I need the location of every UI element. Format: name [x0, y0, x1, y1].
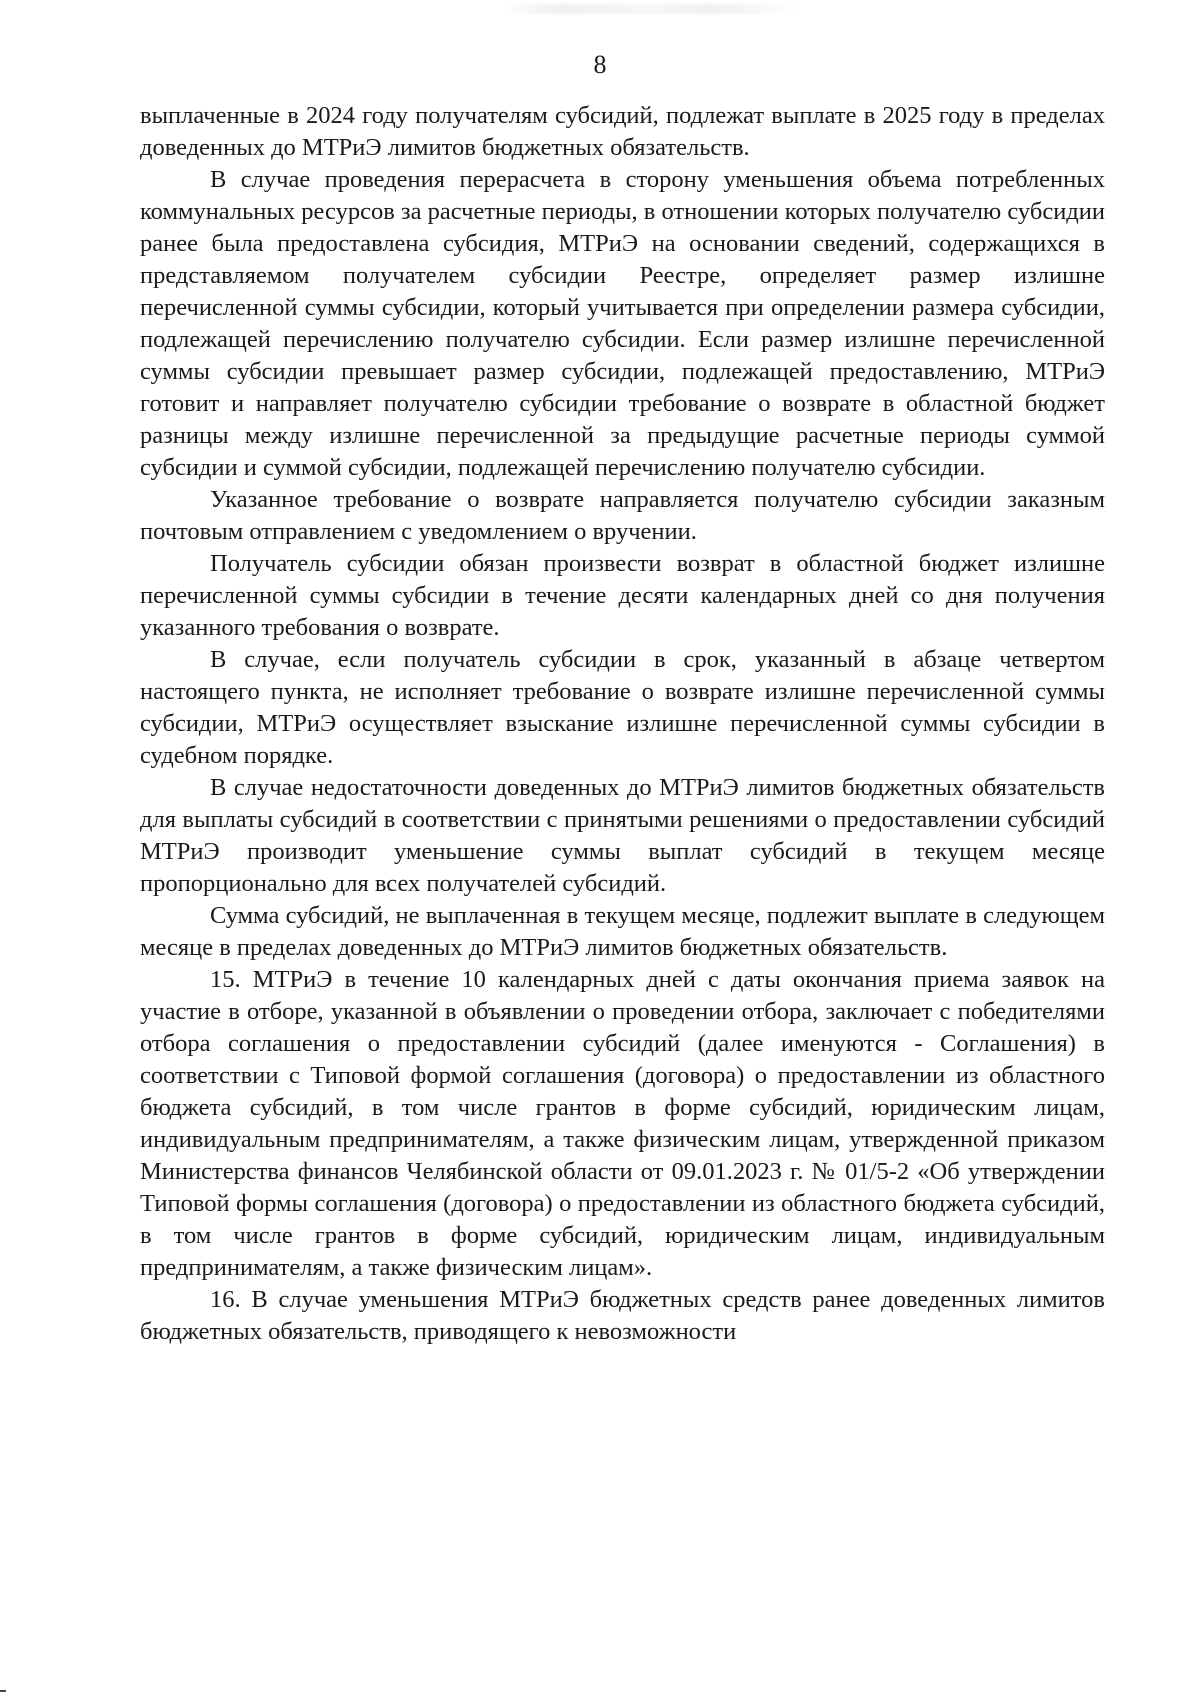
- paragraph: Указанное требование о возврате направляется получателю субсидии заказным почтовым отправлением с уведомлением о вручении.: [140, 486, 1105, 545]
- paragraph: В случае, если получатель субсидии в срок, указанный в абзаце четвертом настоящего пункта, не исполняет требование о возврате излишне перечисленной суммы субсидии, МТРиЭ осуществляет взыскание излишне перечисленной суммы субсидии в судебном порядке.: [140, 646, 1105, 769]
- scan-edge-mark: [0, 1690, 6, 1692]
- scan-artifact: [500, 4, 800, 14]
- paragraph: В случае недостаточности доведенных до МТРиЭ лимитов бюджетных обязательств для выплаты субсидий в соответствии с принятыми решениями о предоставлении субсидий МТРиЭ производит уменьшение суммы выплат субсидий в текущем месяце пропорционально для всех получателей субсидий.: [140, 774, 1105, 897]
- paragraph: выплаченные в 2024 году получателям субсидий, подлежат выплате в 2025 году в пределах доведенных до МТРиЭ лимитов бюджетных обязательств.: [140, 102, 1105, 161]
- paragraph: 16. В случае уменьшения МТРиЭ бюджетных средств ранее доведенных лимитов бюджетных обязательств, приводящего к невозможности: [140, 1286, 1105, 1345]
- paragraph: 15. МТРиЭ в течение 10 календарных дней с даты окончания приема заявок на участие в отборе, указанной в объявлении о проведении отбора, заключает с победителями отбора соглашения о предоставлении субсидий (далее именуются - Соглашения) в соответствии с Типовой формой соглашения (договора) о предоставлении из областного бюджета субсидий, в том числе грантов в форме субсидий, юридическим лицам, индивидуальным предпринимателям, а также физическим лицам, утвержденной приказом Министерства финансов Челябинской области от 09.01.2023 г. № 01/5-2 «Об утверждении Типовой формы соглашения (договора) о предоставлении из областного бюджета субсидий, в том числе грантов в форме субсидий, юридическим лицам, индивидуальным предпринимателям, а также физическим лицам».: [140, 966, 1105, 1281]
- paragraph: Сумма субсидий, не выплаченная в текущем месяце, подлежит выплате в следующем месяце в пределах доведенных до МТРиЭ лимитов бюджетных обязательств.: [140, 902, 1105, 961]
- paragraph: В случае проведения перерасчета в сторону уменьшения объема потребленных коммунальных ресурсов за расчетные периоды, в отношении которых получателю субсидии ранее была предоставлена субсидия, МТРиЭ на основании сведений, содержащихся в представляемом получателем субсидии Реестре, определяет размер излишне перечисленной суммы субсидии, который учитывается при определении размера субсидии, подлежащей перечислению получателю субсидии. Если размер излишне перечисленной суммы субсидии превышает размер субсидии, подлежащей предоставлению, МТРиЭ готовит и направляет получателю субсидии требование о возврате в областной бюджет разницы между излишне перечисленной за предыдущие расчетные периоды суммой субсидии и суммой субсидии, подлежащей перечислению получателю субсидии.: [140, 166, 1105, 481]
- document-body: [140, 100, 1105, 1348]
- page-number: 8: [593, 50, 607, 79]
- paragraph: Получатель субсидии обязан произвести возврат в областной бюджет излишне перечисленной суммы субсидии в течение десяти календарных дней со дня получения указанного требования о возврате.: [140, 550, 1105, 641]
